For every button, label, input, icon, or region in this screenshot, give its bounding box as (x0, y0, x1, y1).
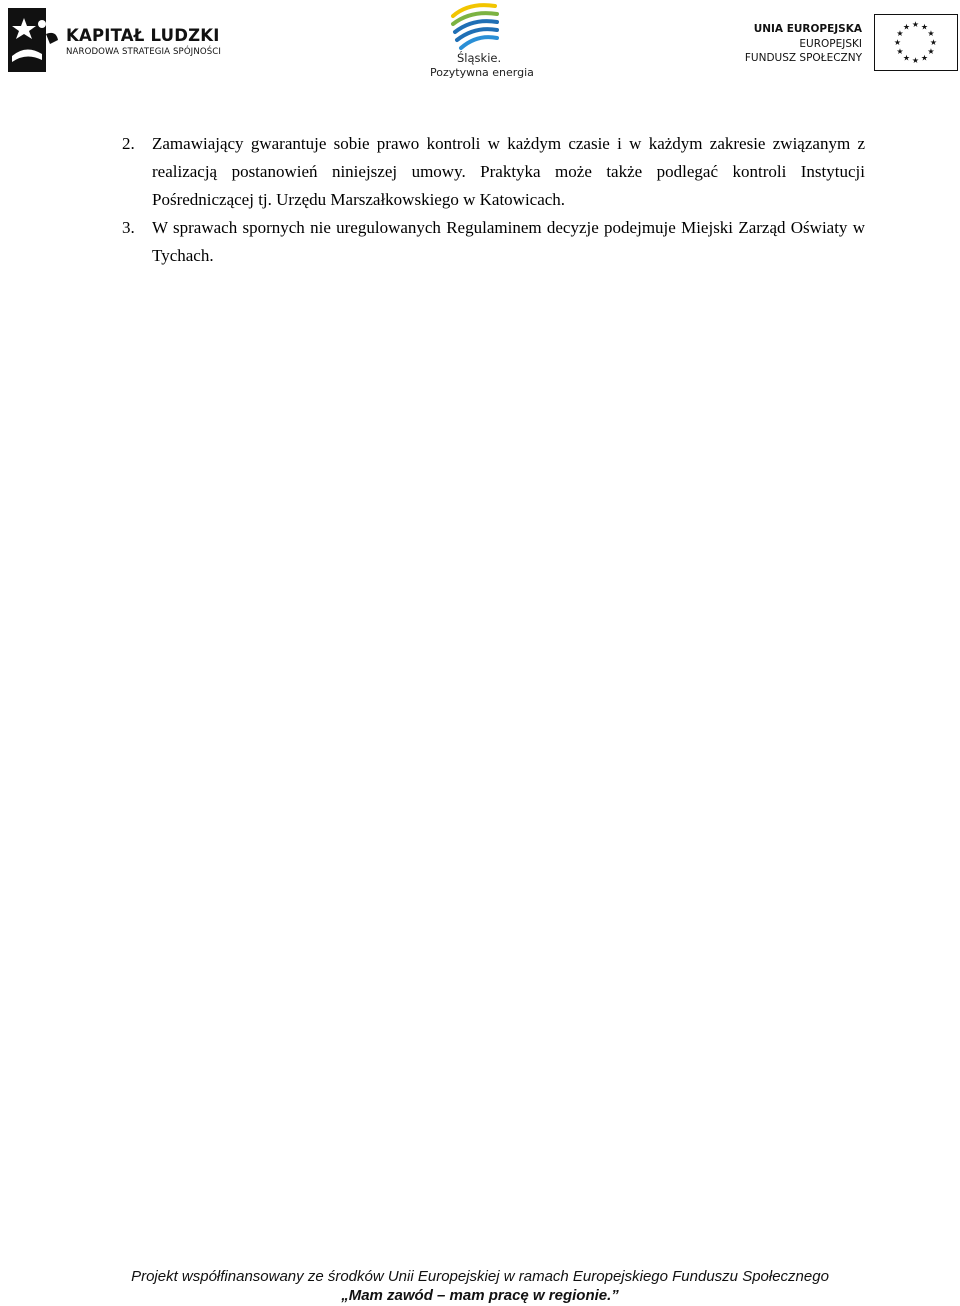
svg-text:★: ★ (896, 29, 904, 38)
svg-text:★: ★ (920, 22, 929, 32)
svg-text:★: ★ (927, 29, 935, 38)
list-item-text: Zamawiający gwarantuje sobie prawo kontroli w każdym czasie i w każdym zakresie związanym z realizacją postanowień niniejszej umowy. Praktyka może także podlegać kontroli Instytucji Pośredniczącej tj. Urzędu Marszałkowskiego w Katowicach. (152, 134, 865, 209)
document-body (122, 130, 865, 270)
kapital-ludzki-logo (0, 0, 230, 80)
eu-logo-line1: UNIA EUROPEJSKA (753, 23, 862, 35)
kapital-ludzki-emblem-icon (2, 4, 62, 74)
list-item-number: 2. (122, 134, 135, 153)
kapital-ludzki-subtitle: NARODOWA STRATEGIA SPÓJNOŚCI (66, 47, 222, 57)
kapital-ludzki-title: KAPITAŁ LUDZKI (66, 26, 220, 45)
svg-text:★: ★ (902, 22, 911, 32)
list-item-text: W sprawach spornych nie uregulowanych Regulaminem decyzje podejmuje Miejski Zarząd Oświaty w Tychach. (152, 218, 865, 265)
eu-logo-line2: EUROPEJSKI (799, 38, 862, 50)
list-item (122, 130, 865, 214)
svg-text:★: ★ (920, 53, 929, 63)
slaskie-logo (425, 0, 535, 82)
list-item (122, 214, 865, 270)
slaskie-waves-icon (449, 2, 501, 50)
slaskie-name: Śląskie. (457, 51, 502, 65)
eu-flag-icon (874, 14, 958, 71)
svg-text:★: ★ (927, 47, 935, 56)
slaskie-tagline: Pozytywna energia (430, 66, 534, 79)
list-item-number: 3. (122, 218, 135, 237)
eu-logo-line3: FUNDUSZ SPOŁECZNY (744, 52, 862, 64)
eu-logo (740, 10, 960, 76)
svg-text:★: ★ (902, 53, 911, 63)
svg-text:★: ★ (911, 20, 920, 29)
footer-funding-note: Projekt współfinansowany ze środków Unii Europejskiej w ramach Europejskiego Funduszu Społecznego (131, 1268, 829, 1285)
footer-project-name: „Mam zawód – mam pracę w regionie.” (341, 1287, 619, 1304)
svg-text:★: ★ (929, 38, 938, 47)
svg-text:★: ★ (893, 38, 902, 47)
svg-text:★: ★ (896, 47, 904, 56)
svg-text:★: ★ (911, 56, 920, 65)
